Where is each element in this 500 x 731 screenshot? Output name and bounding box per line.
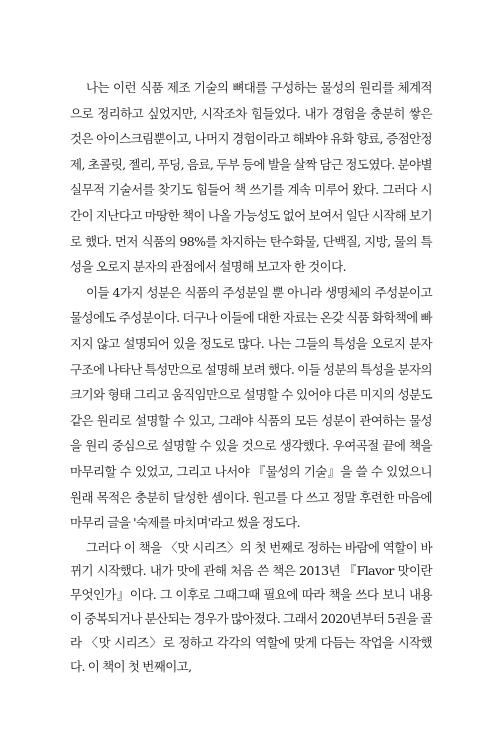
document-page — [70, 75, 432, 678]
body-paragraph-1: 나는 이런 식품 제조 기술의 뼈대를 구성하는 물성의 원리를 체계적으로 정리하고 싶었지만, 시작조차 힘들었다. 내가 경험을 충분히 쌓은 것은 아이스크림뿐이고, 나머지 경험이라고 해봐야 유화 향료, 증점안정제, 초콜릿, 젤리, 푸딩, 음료, 두부 등에 발을 살짝 담근 정도였다. 분야별 실무적 기술서를 찾기도 힘들어 책 쓰기를 계속 미루어 왔다. 그러다 시간이 지난다고 마땅한 책이 나올 가능성도 없어 보여서 일단 시작해 보기로 했다. 먼저 식품의 98%를 차지하는 탄수화물, 단백질, 지방, 물의 특성을 오로지 분자의 관점에서 설명해 보고자 한 것이다. — [70, 80, 432, 275]
body-paragraph-2: 이들 4가지 성분은 식품의 주성분일 뿐 아니라 생명체의 주성분이고 물성에도 주성분이다. 더구나 이들에 대한 자료는 온갖 식품 화학책에 빠지지 않고 설명되어 있을 정도로 많다. 나는 그들의 특성을 오로지 분자 구조에 나타난 특성만으로 설명해 보려 했다. 이들 성분의 특성을 분자의 크기와 형태 그리고 움직임만으로 설명할 수 있어야 다른 미지의 성분도 같은 원리로 설명할 수 있고, 그래야 식품의 모든 성분이 관여하는 물성을 원리 중심으로 설명할 수 있을 것으로 생각했다. 우여곡절 끝에 책을 마무리할 수 있었고, 그리고 나서야 『물성의 기술』을 쓸 수 있었으니 원래 목적은 충분히 달성한 셈이다. 원고를 다 쓰고 정말 후련한 마음에 마무리 글을 '숙제를 마치며'라고 썼을 정도다. — [70, 284, 433, 531]
body-paragraph-3: 그러다 이 책을 〈맛 시리즈〉의 첫 번째로 정하는 바람에 역할이 바뀌기 시작했다. 내가 맛에 관해 처음 쓴 책은 2013년 『Flavor 맛이란 무엇인가』이다. 그 이후로 그때그때 필요에 따라 책을 쓰다 보니 내용이 중복되거나 분산되는 경우가 많아졌다. 그래서 2020년부터 5권을 골라 〈맛 시리즈〉로 정하고 각각의 역할에 맞게 다듬는 작업을 시작했다. 이 책이 첫 번째이고, — [70, 539, 432, 674]
